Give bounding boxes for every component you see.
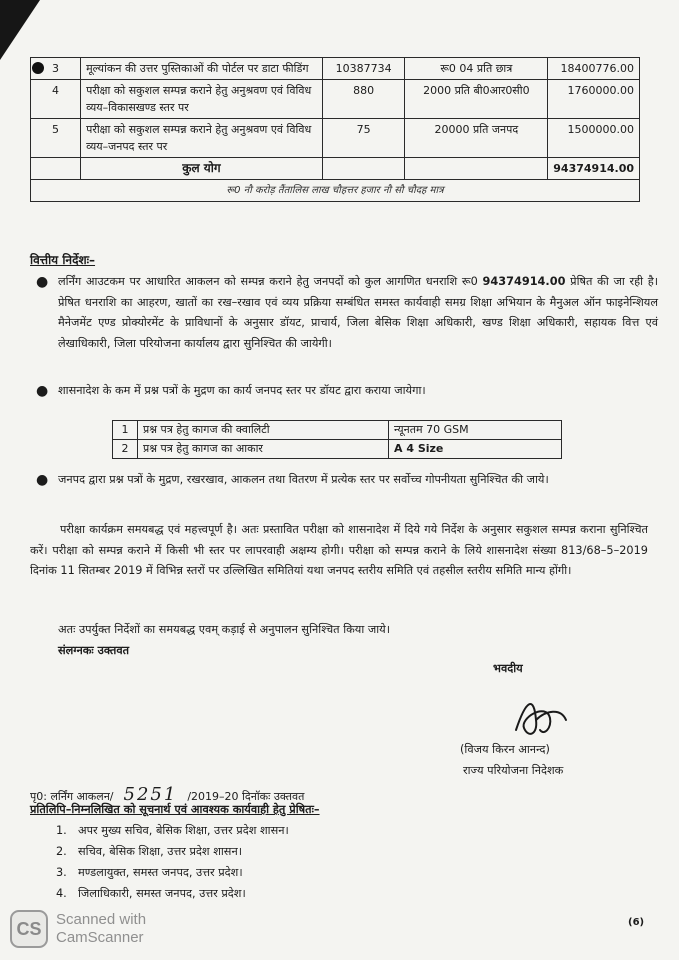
bullet-funds — [36, 272, 659, 354]
exam-paragraph: परीक्षा कार्यक्रम समयबद्ध एवं महत्त्वपूर्ण है। अतः प्रस्तावित परीक्षा को शासनादेश में दिये गये निर्देश के अनुसार सकुशल सम्पन्न कराना सुनिश्चित करें। परीक्षा को सम्पन्न कराने में किसी भी स्तर पर लापरवाही अक्षम्य होगी। परीक्षा को सम्पन्न कराने के लिये शासनादेश संख्या 813/68–5–2019 दिनांक 11 सितम्बर 2019 में विभिन्न स्तरों पर उल्लिखित समितियां यथा जनपद स्तरीय समिति एवं तहसील स्तरीय समिति मान्य होंगी। — [30, 523, 649, 577]
camscanner-logo-icon: CS — [10, 910, 48, 948]
amount-in-words: रू0 नौ करोड़ तैंतालिस लाख चौहत्तर हजार नौ सौ चौदह मात्र — [31, 180, 640, 202]
bullet-printing-text: शासनादेश के कम में प्रश्न पत्रों के मुद्रण का कार्य जनपद स्तर पर डॉयट द्वारा कराया जायेगा। — [58, 384, 426, 397]
row-amount: 1500000.00 — [548, 119, 640, 158]
reference-suffix: /2019–20 दिनॉकः उक्तवत — [187, 790, 305, 803]
row-amount: 1760000.00 — [548, 80, 640, 119]
row-description: परीक्षा को सकुशल सम्पन्न कराने हेतु अनुश्रवण एवं विविध व्यय–जनपद स्तर पर — [81, 119, 323, 158]
row-rate: 20000 प्रति जनपद — [405, 119, 548, 158]
spec-number: 1 — [113, 421, 138, 440]
amount-in-words-row — [31, 180, 640, 202]
camscanner-line1: Scanned with — [56, 911, 147, 928]
total-label: कुल योग — [81, 158, 323, 180]
signatory-name: (विजय किरन आनन्द) — [460, 743, 550, 756]
budget-table — [30, 57, 640, 202]
row-number: 3 — [31, 58, 81, 80]
bullet-icon: ● — [36, 274, 49, 290]
bullet-funds-text-end: प्रेषित की जा रही है। प्रेषित धनराशि का आहरण, खातों का रख–रखाव एवं व्यय प्रक्रिया सम्बंधित समस्त कार्यवाही समग्र शिक्षा अभियान के मैनुअल ऑन फाइनेन्शियल मैनेजमेंट एण्ड प्रोक्योरमेंट के प्राविधानों के अनुसार डॉयट, प्राचार्य, जिला बेसिक शिक्षा अधिकारी, खण्ड शिक्षा अधिकारी, सहायक वित्त एवं लेखाधिकारी, जिला परियोजना कार्यालय द्वारा सुनिश्चित की जायेगी। — [58, 275, 659, 350]
row-quantity: 10387734 — [322, 58, 405, 80]
page-fold-corner — [0, 0, 40, 60]
bullet-printing — [36, 381, 658, 402]
table-row — [31, 80, 640, 119]
bullet-funds-amount: 94374914.00 — [482, 275, 566, 288]
signature-icon — [506, 690, 576, 742]
spec-value: न्यूनतम 70 GSM — [389, 421, 562, 440]
row-number: 5 — [31, 119, 81, 158]
row-rate: रू0 04 प्रति छात्र — [405, 58, 548, 80]
paper-spec-table — [112, 420, 562, 459]
camscanner-watermark — [10, 910, 146, 948]
list-item-number: 4. — [56, 887, 67, 900]
bullet-confidentiality — [36, 470, 658, 491]
spec-item: प्रश्न पत्र हेतु कागज का आकार — [138, 440, 389, 459]
list-item-text: अपर मुख्य सचिव, बेसिक शिक्षा, उत्तर प्रदेश शासन। — [78, 824, 289, 837]
financial-instructions-heading: वित्तीय निर्देशः– — [30, 253, 96, 267]
camscanner-line2: CamScanner — [56, 929, 144, 946]
bullet-funds-text-start: लर्निंग आउटकम पर आधारित आकलन को सम्पन्न कराने हेतु जनपदों को कुल आगणित धनराशि रू0 — [58, 275, 483, 288]
list-item — [56, 883, 289, 904]
list-item-text: जिलाधिकारी, समस्त जनपद, उत्तर प्रदेश। — [78, 887, 246, 900]
list-item-number: 2. — [56, 845, 67, 858]
row-amount: 18400776.00 — [548, 58, 640, 80]
list-item — [56, 841, 289, 862]
list-item-text: मण्डलायुक्त, समस्त जनपद, उत्तर प्रदेश। — [78, 866, 243, 879]
table-row — [31, 119, 640, 158]
row-quantity: 75 — [322, 119, 405, 158]
reference-prefix: पृ0: लर्निंग आकलन/ — [30, 790, 114, 803]
row-description: मूल्यांकन की उत्तर पुस्तिकाओं की पोर्टल पर डाटा फीडिंग — [81, 58, 323, 80]
enclosure-note: संलग्नकः उक्तवत — [58, 644, 130, 657]
yours-faithfully: भवदीय — [493, 662, 523, 675]
spec-number: 2 — [113, 440, 138, 459]
table-row — [113, 421, 562, 440]
list-item — [56, 820, 289, 841]
total-row — [31, 158, 640, 180]
row-rate: 2000 प्रति बी0आर0सी0 — [405, 80, 548, 119]
bullet-icon: ● — [36, 383, 49, 399]
bullet-icon: ● — [36, 472, 49, 488]
table-row — [113, 440, 562, 459]
spec-item: प्रश्न पत्र हेतु कागज की क्वालिटी — [138, 421, 389, 440]
total-amount: 94374914.00 — [548, 158, 640, 180]
table-row — [31, 58, 640, 80]
copy-to-heading: प्रतिलिपि–निम्नलिखित को सूचनार्थ एवं आवश्यक कार्यवाही हेतु प्रेषितः– — [30, 803, 320, 816]
spec-value: A 4 Size — [389, 440, 562, 459]
bullet-confidentiality-text: जनपद द्वारा प्रश्न पत्रों के मुद्रण, रखरखाव, आकलन तथा वितरण में प्रत्येक स्तर पर सर्वोच्च गोपनीयता सुनिश्चित की जाये। — [58, 473, 549, 486]
row-quantity: 880 — [322, 80, 405, 119]
reference-number: 5251 — [123, 784, 178, 805]
list-item-text: सचिव, बेसिक शिक्षा, उत्तर प्रदेश शासन। — [78, 845, 242, 858]
row-number: 4 — [31, 80, 81, 119]
signatory-designation: राज्य परियोजना निदेशक — [463, 764, 564, 777]
list-item-number: 3. — [56, 866, 67, 879]
row-description: परीक्षा को सकुशल सम्पन्न कराने हेतु अनुश्रवण एवं विविध व्यय–विकासखण्ड स्तर पर — [81, 80, 323, 119]
compliance-paragraph: अतः उपर्युक्त निर्देशों का समयबद्ध एवम् कड़ाई से अनुपालन सुनिश्चित किया जाये। — [58, 623, 391, 636]
copy-to-list — [56, 820, 289, 904]
list-item-number: 1. — [56, 824, 67, 837]
list-item — [56, 862, 289, 883]
page-number: (6) — [628, 917, 645, 928]
